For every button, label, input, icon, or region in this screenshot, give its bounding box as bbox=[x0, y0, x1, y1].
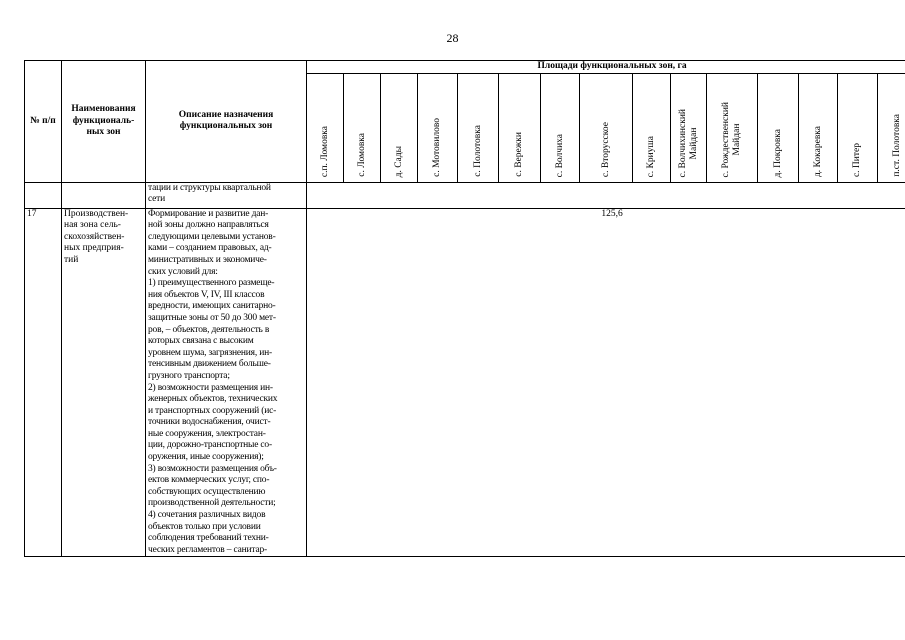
zone-description: Формирование и развитие дан- ной зоны должно направляться следующими целевыми установ- ками – созданием правовых, ад- министративных и экономиче- ских условий для: 1) преимущественного размеще- ния объектов V, IV, III классов вредности, имеющих санитарно- защитные зоны от 50 до 300 мет- ров, – объектов, деятельность в которых связана с высоким уровнем шума, загрязнения, ин- тенсивным движением больше- грузного транспорта; 2) возможности размещения ин- женерных объектов, технических и транспортных сооружений (ис- точники водоснабжения, очист- ные сооружения, электростан- ции, дорожно-транспортные со- оружения, иные сооружения); 3) возможности размещения объ- ектов коммерческих услуг, спо- собствующих осуществлению производственной деятельности; 4) сочетания различных видов объектов только при условии соблюдения требований техни- ческих регламентов – санитар- bbox=[146, 208, 307, 557]
settlement-header: с. Полотовка bbox=[458, 73, 499, 182]
settlement-header: д. Кокаревка bbox=[799, 73, 838, 182]
header-description: Описание назначения функциональных зон bbox=[146, 61, 307, 183]
settlement-header: с. Волчиха bbox=[541, 73, 580, 182]
settlement-header: с. Волчихинский Майдан bbox=[671, 73, 707, 182]
settlement-header: с. Ломовка bbox=[344, 73, 381, 182]
continuation-zone-cell bbox=[62, 182, 146, 208]
settlement-header: с. Вторусское bbox=[580, 73, 633, 182]
settlement-header: с. Рождественский Майдан bbox=[707, 73, 758, 182]
table-row-17 bbox=[25, 208, 905, 557]
row-number: 17 bbox=[25, 208, 62, 557]
settlement-header: п.ст. Полотовка bbox=[878, 73, 905, 182]
table-row-continuation bbox=[25, 182, 905, 208]
header-areas-group: Площади функциональных зон, га bbox=[307, 61, 905, 74]
settlement-header: с. Питер bbox=[838, 73, 878, 182]
settlement-header: с. Криуша bbox=[633, 73, 671, 182]
settlement-header: д. Сады bbox=[381, 73, 418, 182]
settlement-header: с.п. Ломовка bbox=[307, 73, 344, 182]
header-num: № п/п bbox=[25, 61, 62, 183]
continuation-num-cell bbox=[25, 182, 62, 208]
settlement-header: с. Мотовилово bbox=[418, 73, 458, 182]
zone-name: Производствен- ная зона сель- скохозяйствен- ных предприя- тий bbox=[62, 208, 146, 557]
page-number: 28 bbox=[446, 31, 459, 45]
header-zone-name: Наименования функциональ- ных зон bbox=[62, 61, 146, 183]
area-total: 125,6 bbox=[307, 208, 905, 557]
settlement-header: д. Покровка bbox=[758, 73, 799, 182]
settlement-header: с. Вережки bbox=[499, 73, 541, 182]
functional-zones-table bbox=[24, 60, 905, 557]
continuation-areas-cell bbox=[307, 182, 905, 208]
continuation-description: тации и структуры квартальной сети bbox=[146, 182, 307, 208]
